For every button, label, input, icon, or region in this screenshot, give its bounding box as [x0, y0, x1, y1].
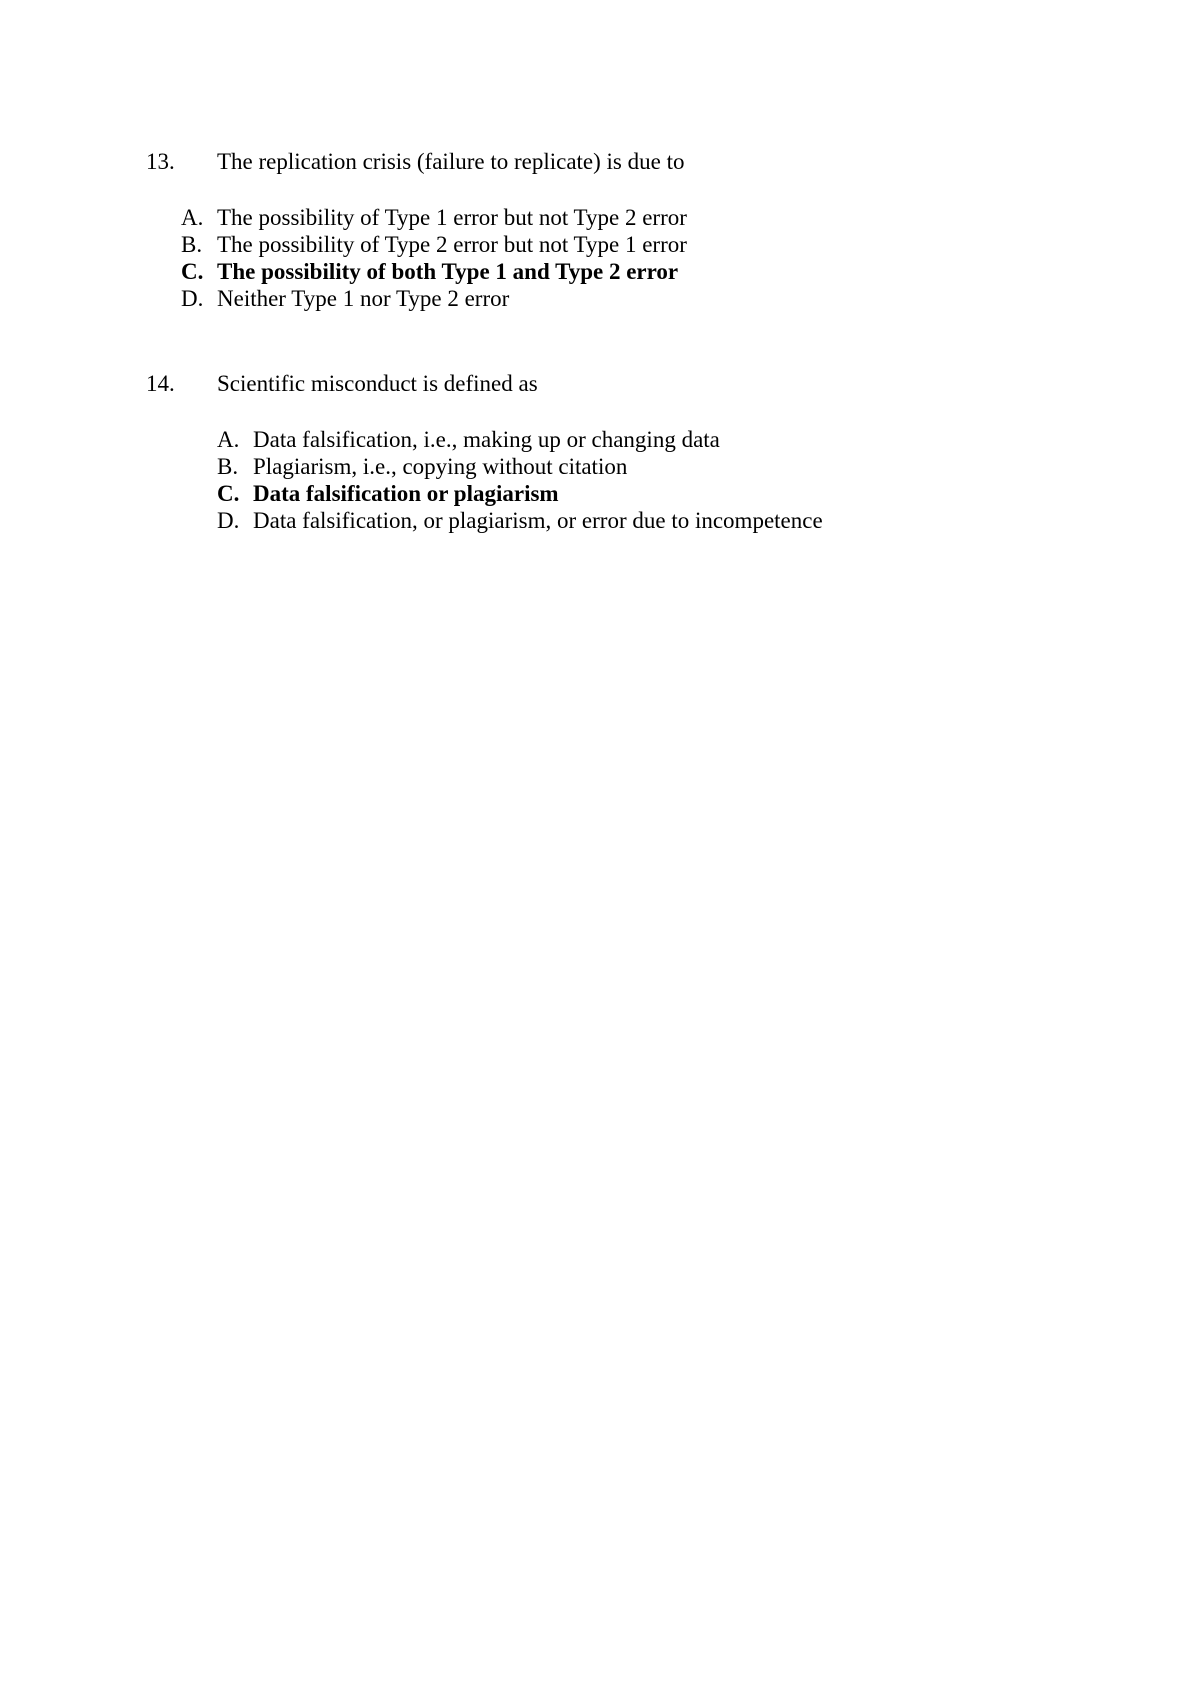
- option-letter: C.: [217, 481, 240, 506]
- option-letter: B.: [217, 454, 239, 479]
- option-letter: A.: [181, 205, 204, 230]
- option-text: The possibility of Type 1 error but not Type 2 error: [217, 205, 687, 230]
- option-text: The possibility of both Type 1 and Type 2 error: [217, 259, 679, 284]
- option-text: Neither Type 1 nor Type 2 error: [217, 286, 510, 311]
- option-text: Data falsification, or plagiarism, or error due to incompetence: [253, 508, 823, 533]
- option-text: Data falsification, i.e., making up or changing data: [253, 427, 720, 452]
- question-prompt: The replication crisis (failure to replicate) is due to: [217, 149, 685, 174]
- question-prompt: Scientific misconduct is defined as: [217, 371, 538, 396]
- option-text: Plagiarism, i.e., copying without citation: [253, 454, 628, 479]
- option-text: Data falsification or plagiarism: [253, 481, 559, 506]
- option-letter: C.: [181, 259, 204, 284]
- question-number: 13.: [146, 149, 175, 174]
- option-letter: D.: [181, 286, 204, 311]
- question-number: 14.: [146, 371, 175, 396]
- option-letter: D.: [217, 508, 240, 533]
- option-letter: A.: [217, 427, 240, 452]
- option-text: The possibility of Type 2 error but not Type 1 error: [217, 232, 687, 257]
- option-letter: B.: [181, 232, 203, 257]
